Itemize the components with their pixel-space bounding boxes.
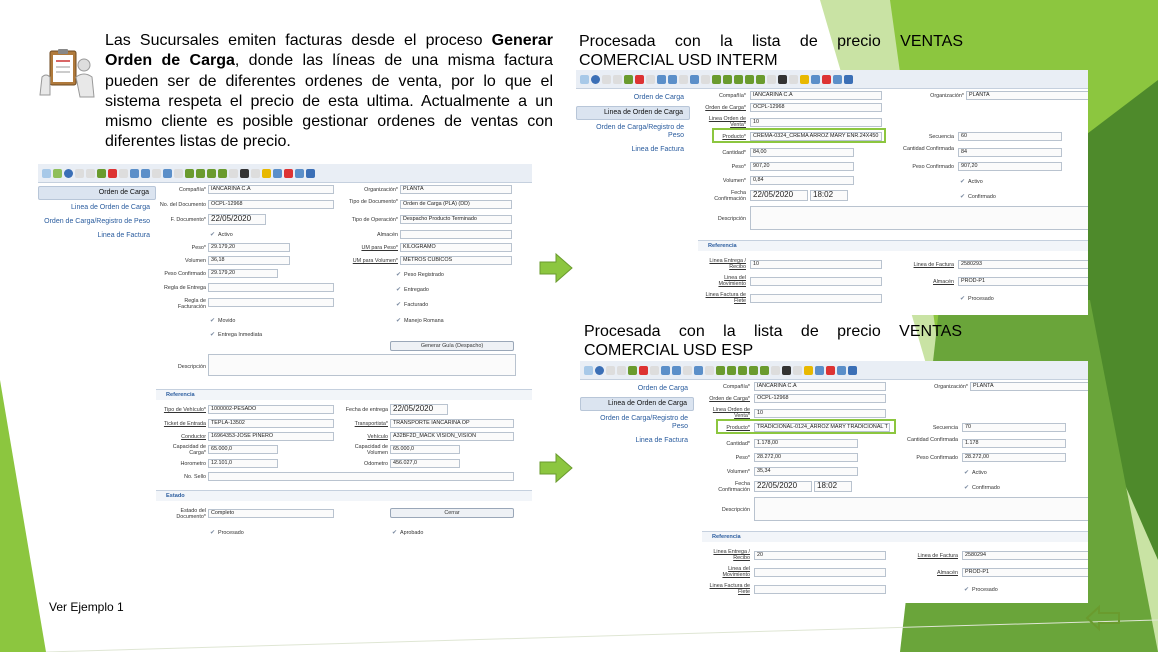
descripcion-field[interactable] xyxy=(754,497,1088,521)
activo-checkbox[interactable]: ✔ Activo xyxy=(960,178,983,185)
horometro-field[interactable]: 12.101,0 xyxy=(208,459,278,468)
label-descripcion: Descripción xyxy=(721,507,750,513)
label-pesoconf: Peso Confirmado xyxy=(164,271,206,277)
label-secuencia: Secuencia xyxy=(928,134,954,140)
label-tipodoc: Tipo de Documento* xyxy=(349,199,398,205)
regla-fact-select[interactable] xyxy=(208,298,334,307)
section-estado[interactable]: Estado xyxy=(156,490,532,501)
cap-carga-field[interactable]: 65.000,0 xyxy=(208,445,278,454)
label-umvol: UM para Volumen* xyxy=(352,258,398,264)
entrega-inmediata-checkbox[interactable]: ✔ Entrega Inmediata xyxy=(210,331,262,338)
umpeso-select[interactable]: KILOGRAMO xyxy=(400,243,512,252)
linea-entrega-field[interactable]: 20 xyxy=(754,551,886,560)
estado-doc-select[interactable]: Completo xyxy=(208,509,334,518)
label-estado-doc: Estado del Documento* xyxy=(176,508,206,520)
manejo-romana-checkbox[interactable]: ✔ Manejo Romana xyxy=(396,317,444,324)
label-cap-carga: Capacidad de Carga* xyxy=(172,444,206,456)
peso-field[interactable]: 907,20 xyxy=(750,162,854,171)
orden-carga-form xyxy=(156,184,532,542)
linea-orden-field[interactable]: 10 xyxy=(750,118,882,127)
tab-orden-carga[interactable]: Orden de Carga xyxy=(38,186,156,200)
window-tabs xyxy=(580,381,694,603)
hora-conf-field[interactable]: 18:02 xyxy=(814,481,852,492)
toolbar xyxy=(38,164,532,183)
organizacion-select[interactable]: PLANTA xyxy=(970,382,1088,391)
facturado-checkbox[interactable]: ✔ Facturado xyxy=(396,301,428,308)
label-peso-conf: Peso Confirmado xyxy=(912,164,954,170)
conductor-select[interactable]: 16964353-JOSE PIÑERO xyxy=(208,432,334,441)
umvol-select[interactable]: METROS CUBICOS xyxy=(400,256,512,265)
back-arrow-icon[interactable] xyxy=(1085,604,1121,632)
label-ticket: Ticket de Entrada xyxy=(163,421,206,427)
peso-conf-field[interactable]: 907,20 xyxy=(958,162,1062,171)
label-linea-factura: Linea de Factura xyxy=(913,262,954,268)
vehiculo-select[interactable]: A32BF2D_MACK VISION_VISION xyxy=(390,432,514,441)
volumen-field[interactable]: 36,18 xyxy=(208,256,290,265)
cantidad-field[interactable]: 1.178,00 xyxy=(754,439,858,448)
procesado-checkbox[interactable]: ✔ Procesado xyxy=(964,586,998,593)
label-tipoop: Tipo de Operación* xyxy=(351,217,398,223)
descripcion-field[interactable] xyxy=(208,354,516,376)
label-linea-entrega: Linea Entrega / Recibo xyxy=(709,258,746,270)
fdoc-field[interactable]: 22/05/2020 xyxy=(208,214,266,225)
peso-field[interactable]: 29.179,20 xyxy=(208,243,290,252)
procesado-checkbox[interactable]: ✔ Procesado xyxy=(960,295,994,302)
label-fecha-conf: Fecha Confirmación xyxy=(714,190,746,202)
cap-vol-field[interactable]: 65.000,0 xyxy=(390,445,460,454)
cantidad-field[interactable]: 84,00 xyxy=(750,148,854,157)
transportista-select[interactable]: TRANSPORTE IANCARINA OP xyxy=(390,419,514,428)
tab-orden-carga[interactable]: Orden de Carga xyxy=(633,94,684,101)
almacen-field[interactable]: PROD-P1 xyxy=(962,568,1088,577)
intro-paragraph: Las Sucursales emiten facturas desde el proceso Generar Orden de Carga, donde las líneas de una misma factura pueden ser de diferentes ordenes de venta, por lo que el sistema respeta el precio de esta ultima. Actualmente a un mismo cliente es posible gestionar ordenes de ventas con diferentes listas de precio. xyxy=(105,32,554,151)
label-cap-vol: Capacidad de Volumen xyxy=(354,444,388,456)
clipboard-figure-icon xyxy=(36,47,102,99)
label-linea-fact-flete: Linea Factura de Flete xyxy=(709,583,750,595)
peso-registrado-checkbox[interactable]: ✔ Peso Registrado xyxy=(396,271,444,278)
cant-conf-field[interactable]: 1.178 xyxy=(962,439,1066,448)
fecha-conf-field[interactable]: 22/05/2020 xyxy=(750,190,808,201)
tab-linea-orden-carga[interactable]: Linea de Orden de Carga xyxy=(576,106,690,120)
label-cant-conf: Cantidad Confirmada xyxy=(903,146,954,152)
ticket-select[interactable]: TEPLA-13502 xyxy=(208,419,334,428)
peso-conf-field[interactable]: 28.272,00 xyxy=(962,453,1066,462)
linea-esp-screenshot xyxy=(580,361,1088,603)
tab-linea-orden-carga[interactable]: Linea de Orden de Carga xyxy=(580,397,694,411)
caption-esp: Procesada con la lista de precio VENTAS COMERCIAL USD ESP xyxy=(584,323,962,359)
producto-field[interactable]: TRADICIONAL-0124_ARROZ MARY TRADICIONAL T xyxy=(754,423,890,432)
label-vehiculo: Vehículo xyxy=(367,434,388,440)
peso-field[interactable]: 28.272,00 xyxy=(754,453,858,462)
linea-interm-screenshot xyxy=(576,70,1088,315)
label-compania: Compañía* xyxy=(723,384,750,390)
label-odometro: Odometro xyxy=(364,461,388,467)
organizacion-select[interactable]: PLANTA xyxy=(966,91,1088,100)
label-linea-mov: Linea del Movimiento xyxy=(722,566,750,578)
label-peso: Peso* xyxy=(731,164,746,170)
orden-carga-screenshot xyxy=(38,164,532,542)
label-volumen: Volumen xyxy=(185,258,206,264)
tab-orden-carga[interactable]: Orden de Carga xyxy=(637,385,688,392)
label-compania: Compañía* xyxy=(179,187,206,193)
label-peso: Peso* xyxy=(735,455,750,461)
activo-checkbox[interactable]: ✔ Activo xyxy=(964,469,987,476)
window-tabs xyxy=(38,184,156,542)
label-almacen: Almacén xyxy=(937,570,958,576)
window-tabs xyxy=(576,90,690,315)
label-descripcion: Descripción xyxy=(717,216,746,222)
nodoc-field[interactable]: OCPL-12968 xyxy=(208,200,334,209)
cerrar-button[interactable]: Cerrar xyxy=(390,508,514,518)
linea-factura-field[interactable]: 2580294 xyxy=(962,551,1088,560)
tab-registro-peso[interactable]: Orden de Carga/Registro de Peso xyxy=(596,124,684,139)
label-volumen: Volumen* xyxy=(722,178,746,184)
example-link[interactable]: Ver Ejemplo 1 xyxy=(49,600,124,614)
tab-linea-factura[interactable]: Linea de Factura xyxy=(635,437,688,444)
label-producto: Producto* xyxy=(722,134,746,140)
toolbar xyxy=(576,70,1088,89)
label-almacen: Almacén xyxy=(377,232,398,238)
fecha-entrega-field[interactable]: 22/05/2020 xyxy=(390,404,448,415)
movido-checkbox[interactable]: ✔ Movido xyxy=(210,317,235,324)
compania-select[interactable]: IANCARINA C.A xyxy=(750,91,882,100)
linea-entrega-field[interactable]: 10 xyxy=(750,260,882,269)
label-regla-entrega: Regla de Entrega xyxy=(164,285,206,291)
section-referencia[interactable]: Referencia xyxy=(156,389,532,400)
label-compania: Compañía* xyxy=(719,93,746,99)
label-regla-fact: Regla de Facturación xyxy=(177,298,206,310)
label-orden: Orden de Carga* xyxy=(709,396,750,402)
label-peso: Peso* xyxy=(191,245,206,251)
label-linea-factura: Linea de Factura xyxy=(917,553,958,559)
confirmado-checkbox[interactable]: ✔ Confirmado xyxy=(960,193,996,200)
caption-interm: Procesada con la lista de precio VENTAS COMERCIAL USD INTERM xyxy=(579,33,963,69)
tab-registro-peso[interactable]: Orden de Carga/Registro de Peso xyxy=(44,218,150,225)
section-referencia[interactable]: Referencia xyxy=(698,240,1088,251)
volumen-field[interactable]: 35,34 xyxy=(754,467,858,476)
tab-linea-orden-carga[interactable]: Linea de Orden de Carga xyxy=(71,204,150,211)
linea-form xyxy=(698,90,1088,315)
label-peso-conf: Peso Confirmado xyxy=(916,455,958,461)
label-linea-orden: Linea Orden de Venta* xyxy=(712,407,750,419)
compania-select[interactable]: IANCARINA C.A xyxy=(208,185,334,194)
label-cantidad: Cantidad* xyxy=(722,150,746,156)
process-name: Generar Orden de Carga xyxy=(105,32,553,70)
label-linea-entrega: Linea Entrega / Recibo xyxy=(713,549,750,561)
label-organizacion: Organización* xyxy=(934,384,968,390)
label-linea-mov: Linea del Movimiento xyxy=(718,275,746,287)
activo-checkbox[interactable]: ✔ Activo xyxy=(210,231,233,238)
label-tipo-veh: Tipo de Vehículo* xyxy=(163,407,206,413)
label-cant-conf: Cantidad Confirmada xyxy=(907,437,958,443)
volumen-field[interactable]: 0,84 xyxy=(750,176,854,185)
producto-field[interactable]: CREMA-0324_CREMA ARROZ MARY ENR.24X450 xyxy=(750,132,882,141)
secuencia-field[interactable]: 60 xyxy=(958,132,1062,141)
label-almacen: Almacén xyxy=(933,279,954,285)
secuencia-field[interactable]: 70 xyxy=(962,423,1066,432)
fecha-conf-field[interactable]: 22/05/2020 xyxy=(754,481,812,492)
label-organizacion: Organización* xyxy=(364,187,398,193)
entregado-checkbox[interactable]: ✔ Entregado xyxy=(396,286,429,293)
linea-orden-field[interactable]: 10 xyxy=(754,409,886,418)
tab-linea-factura[interactable]: Linea de Factura xyxy=(631,146,684,153)
tipoop-select[interactable]: Despacho Producto Terminado xyxy=(400,215,512,224)
label-orden: Orden de Carga* xyxy=(705,105,746,111)
nosello-field[interactable] xyxy=(208,472,514,481)
toolbar xyxy=(580,361,1088,380)
label-descripcion: Descripción xyxy=(177,364,206,370)
linea-fact-flete-field[interactable] xyxy=(750,294,882,303)
almacen-select[interactable] xyxy=(400,230,512,239)
linea-fact-flete-field[interactable] xyxy=(754,585,886,594)
tab-registro-peso[interactable]: Orden de Carga/Registro de Peso xyxy=(600,415,688,430)
regla-entrega-select[interactable] xyxy=(208,283,334,292)
label-transportista: Transportista* xyxy=(354,421,388,427)
label-linea-fact-flete: Linea Factura de Flete xyxy=(705,292,746,304)
label-horometro: Horometro xyxy=(180,461,206,467)
label-organizacion: Organización* xyxy=(930,93,964,99)
label-linea-orden: Linea Orden de Venta* xyxy=(708,116,746,128)
linea-form xyxy=(702,381,1088,603)
cant-conf-field[interactable]: 84 xyxy=(958,148,1062,157)
label-fecha-entrega: Fecha de entrega xyxy=(345,407,388,413)
odometro-field[interactable]: 456.027,0 xyxy=(390,459,460,468)
compania-select[interactable]: IANCARINA C.A xyxy=(754,382,886,391)
section-referencia[interactable]: Referencia xyxy=(702,531,1088,542)
label-umpeso: UM para Peso* xyxy=(361,245,398,251)
label-secuencia: Secuencia xyxy=(932,425,958,431)
label-cantidad: Cantidad* xyxy=(726,441,750,447)
hora-conf-field[interactable]: 18:02 xyxy=(810,190,848,201)
linea-factura-field[interactable]: 2580293 xyxy=(958,260,1088,269)
aprobado-checkbox[interactable]: ✔ Aprobado xyxy=(392,529,423,536)
linea-mov-field[interactable] xyxy=(754,568,886,577)
pesoconf-field[interactable]: 29.179,20 xyxy=(208,269,278,278)
tipo-veh-select[interactable]: 1000002-PESADO xyxy=(208,405,334,414)
label-conductor: Conductor xyxy=(181,434,206,440)
orden-field[interactable]: OCPL-12968 xyxy=(750,103,882,112)
label-fdoc: F. Documento* xyxy=(170,217,206,223)
orden-field[interactable]: OCPL-12968 xyxy=(754,394,886,403)
procesado-checkbox[interactable]: ✔ Procesado xyxy=(210,529,244,536)
label-volumen: Volumen* xyxy=(726,469,750,475)
generar-guia-button[interactable]: Generar Guía (Despacho) xyxy=(390,341,514,351)
linea-mov-field[interactable] xyxy=(750,277,882,286)
almacen-field[interactable]: PROD-P1 xyxy=(958,277,1088,286)
tab-linea-factura[interactable]: Linea de Factura xyxy=(97,232,150,239)
label-producto: Producto* xyxy=(726,425,750,431)
label-nosello: No. Sello xyxy=(184,474,206,480)
label-fecha-conf: Fecha Confirmación xyxy=(718,481,750,493)
tipodoc-select[interactable]: Orden de Carga (PLA) (DD) xyxy=(400,200,512,209)
descripcion-field[interactable] xyxy=(750,206,1088,230)
arrow-right-icon xyxy=(538,452,574,484)
confirmado-checkbox[interactable]: ✔ Confirmado xyxy=(964,484,1000,491)
arrow-right-icon xyxy=(538,252,574,284)
organizacion-select[interactable]: PLANTA xyxy=(400,185,512,194)
label-nodoc: No. del Documento xyxy=(159,202,206,208)
